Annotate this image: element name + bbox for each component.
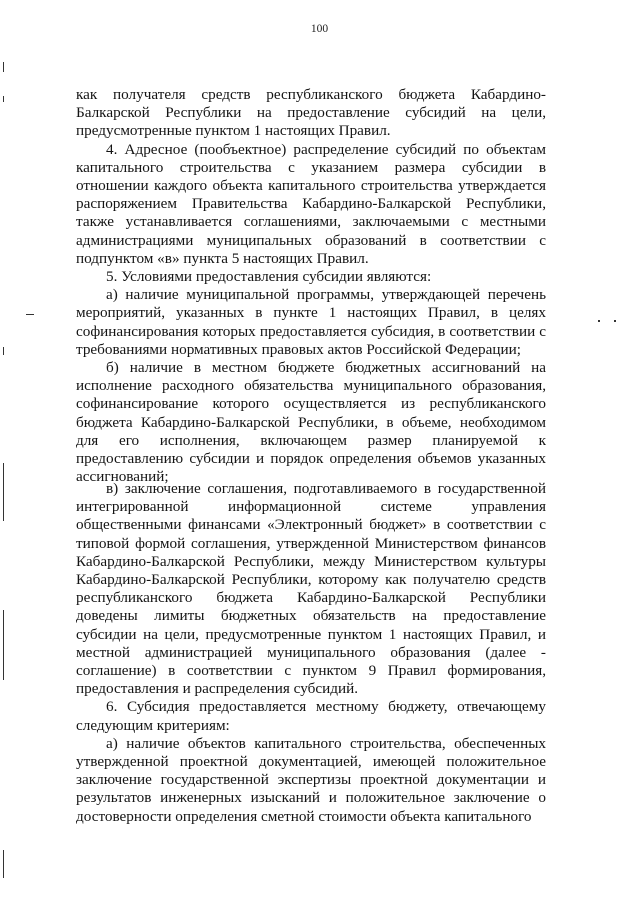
paragraph-5a: а) наличие муниципальной программы, утверждающей перечень мероприятий, указанных в пункте 1 настоящих Правил, в целях софинансирования которых предоставляется субсидия, в соответствии с требованиями нормативных правовых актов Российской Федерации; xyxy=(76,286,546,358)
scan-speck xyxy=(598,320,600,322)
scan-margin-mark xyxy=(3,62,4,72)
text-block-bottom xyxy=(76,480,546,826)
scan-margin-mark xyxy=(3,850,4,878)
paragraph-4: 4. Адресное (пообъектное) распределение субсидий по объектам капитального строительства с указанием размера субсидии в отношении каждого объекта капитального строительства утверждается распоряжением Правительства Кабардино-Балкарской Республики, также устанавливается соглашениями, заключаемыми с местными администрациями муниципальных образований в соответствии с подпунктом «в» пункта 5 настоящих Правил. xyxy=(76,140,546,267)
scan-margin-mark xyxy=(3,347,4,355)
scan-margin-mark xyxy=(3,96,4,102)
paragraph-continuation: как получателя средств республиканского бюджета Кабардино-Балкарской Республики на предоставление субсидий на цели, предусмотренные пунктом 1 настоящих Правил. xyxy=(76,86,546,140)
paragraph-6a: а) наличие объектов капитального строительства, обеспеченных утвержденной проектной документацией, имеющей положительное заключение государственной экспертизы проектной документации и результатов инженерных изысканий и положительное заключение о достоверности определения сметной стоимости объекта капитального xyxy=(76,734,546,825)
scan-margin-mark xyxy=(3,463,4,521)
paragraph-6: 6. Субсидия предоставляется местному бюджету, отвечающему следующим критериям: xyxy=(76,698,546,734)
scan-margin-mark xyxy=(3,610,4,680)
paragraph-5v: в) заключение соглашения, подготавливаемого в государственной интегрированной информационной системе управления общественными финансами «Электронный бюджет» в соответствии с типовой формой соглашения, утвержденной Министерством финансов Кабардино-Балкарской Республики, между Министерством культуры Кабардино-Балкарской Республики, которому как получателю средств республиканского бюджета Кабардино-Балкарской Республики доведены лимиты бюджетных обязательств на предоставление субсидии на цели, предусмотренные пунктом 1 настоящих Правил, и местной администрацией муниципального образования (далее - соглашение) в соответствии с пунктом 9 Правил формирования, предоставления и распределения субсидий. xyxy=(76,480,546,698)
scan-speck xyxy=(614,320,616,322)
paragraph-5: 5. Условиями предоставления субсидии являются: xyxy=(106,268,432,286)
page-number: 100 xyxy=(310,23,329,35)
scan-margin-mark xyxy=(26,314,34,315)
text-block-top xyxy=(76,86,546,486)
paragraph-5b: б) наличие в местном бюджете бюджетных ассигнований на исполнение расходного обязательства муниципального образования, софинансирование которого осуществляется из республиканского бюджета Кабардино-Балкарской Республики, в объеме, необходимом для его исполнения, включающем размер планируемой к предоставлению субсидии и порядок определения объемов указанных ассигнований; xyxy=(76,359,546,486)
